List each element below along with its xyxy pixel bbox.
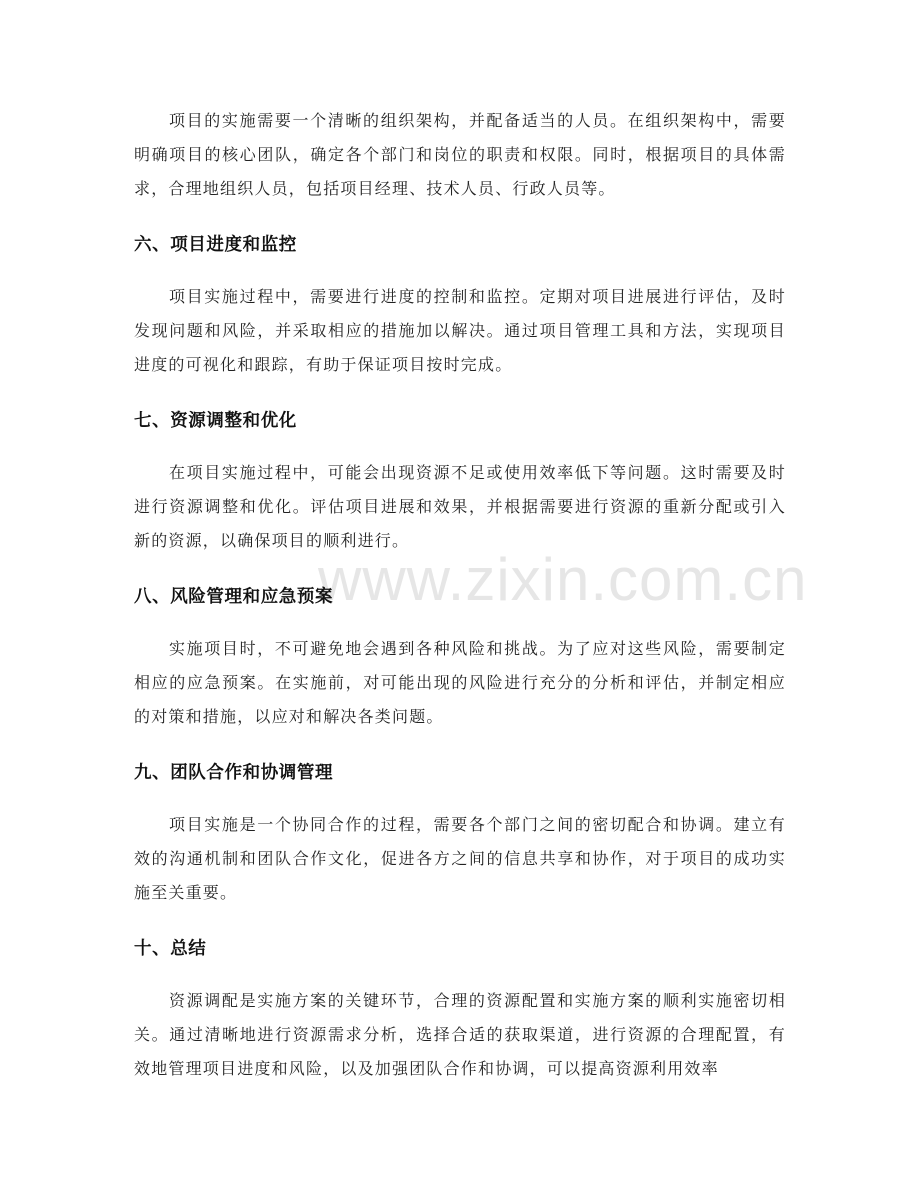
paragraph-org-structure: 项目的实施需要一个清晰的组织架构，并配备适当的人员。在组织架构中，需要明确项目的核心团队，确定各个部门和岗位的职责和权限。同时，根据项目的具体需求，合理地组织人员，包括项目经理、技术人员、行政人员等。 [134, 111, 786, 198]
paragraph-progress-monitoring: 项目实施过程中，需要进行进度的控制和监控。定期对项目进展进行评估，及时发现问题和风险，并采取相应的措施加以解决。通过项目管理工具和方法，实现项目进度的可视化和跟踪，有助于保证项目按时完成。 [134, 287, 786, 374]
paragraph-summary: 资源调配是实施方案的关键环节，合理的资源配置和实施方案的顺利实施密切相关。通过清晰地进行资源需求分析，选择合适的获取渠道，进行资源的合理配置，有效地管理项目进度和风险，以及加强团队合作和协调，可以提高资源利用效率 [134, 991, 786, 1078]
paragraph-team-collaboration: 项目实施是一个协同合作的过程，需要各个部门之间的密切配合和协调。建立有效的沟通机制和团队合作文化，促进各方之间的信息共享和协作，对于项目的成功实施至关重要。 [134, 815, 786, 902]
document-body [134, 104, 786, 1086]
heading-summary: 十、总结 [134, 939, 207, 959]
heading-progress-monitoring: 六、项目进度和监控 [134, 235, 297, 255]
paragraph-resource-adjustment: 在项目实施过程中，可能会出现资源不足或使用效率低下等问题。这时需要及时进行资源调整和优化。评估项目进展和效果，并根据需要进行资源的重新分配或引入新的资源，以确保项目的顺利进行。 [134, 463, 786, 550]
paragraph-risk-management: 实施项目时，不可避免地会遇到各种风险和挑战。为了应对这些风险，需要制定相应的应急预案。在实施前，对可能出现的风险进行充分的分析和评估，并制定相应的对策和措施，以应对和解决各类问题。 [134, 639, 786, 726]
heading-team-collaboration: 九、团队合作和协调管理 [134, 763, 334, 783]
heading-risk-management: 八、风险管理和应急预案 [134, 587, 334, 607]
watermark: www.zixin.com.cn [318, 546, 808, 613]
heading-resource-adjustment: 七、资源调整和优化 [134, 411, 297, 431]
